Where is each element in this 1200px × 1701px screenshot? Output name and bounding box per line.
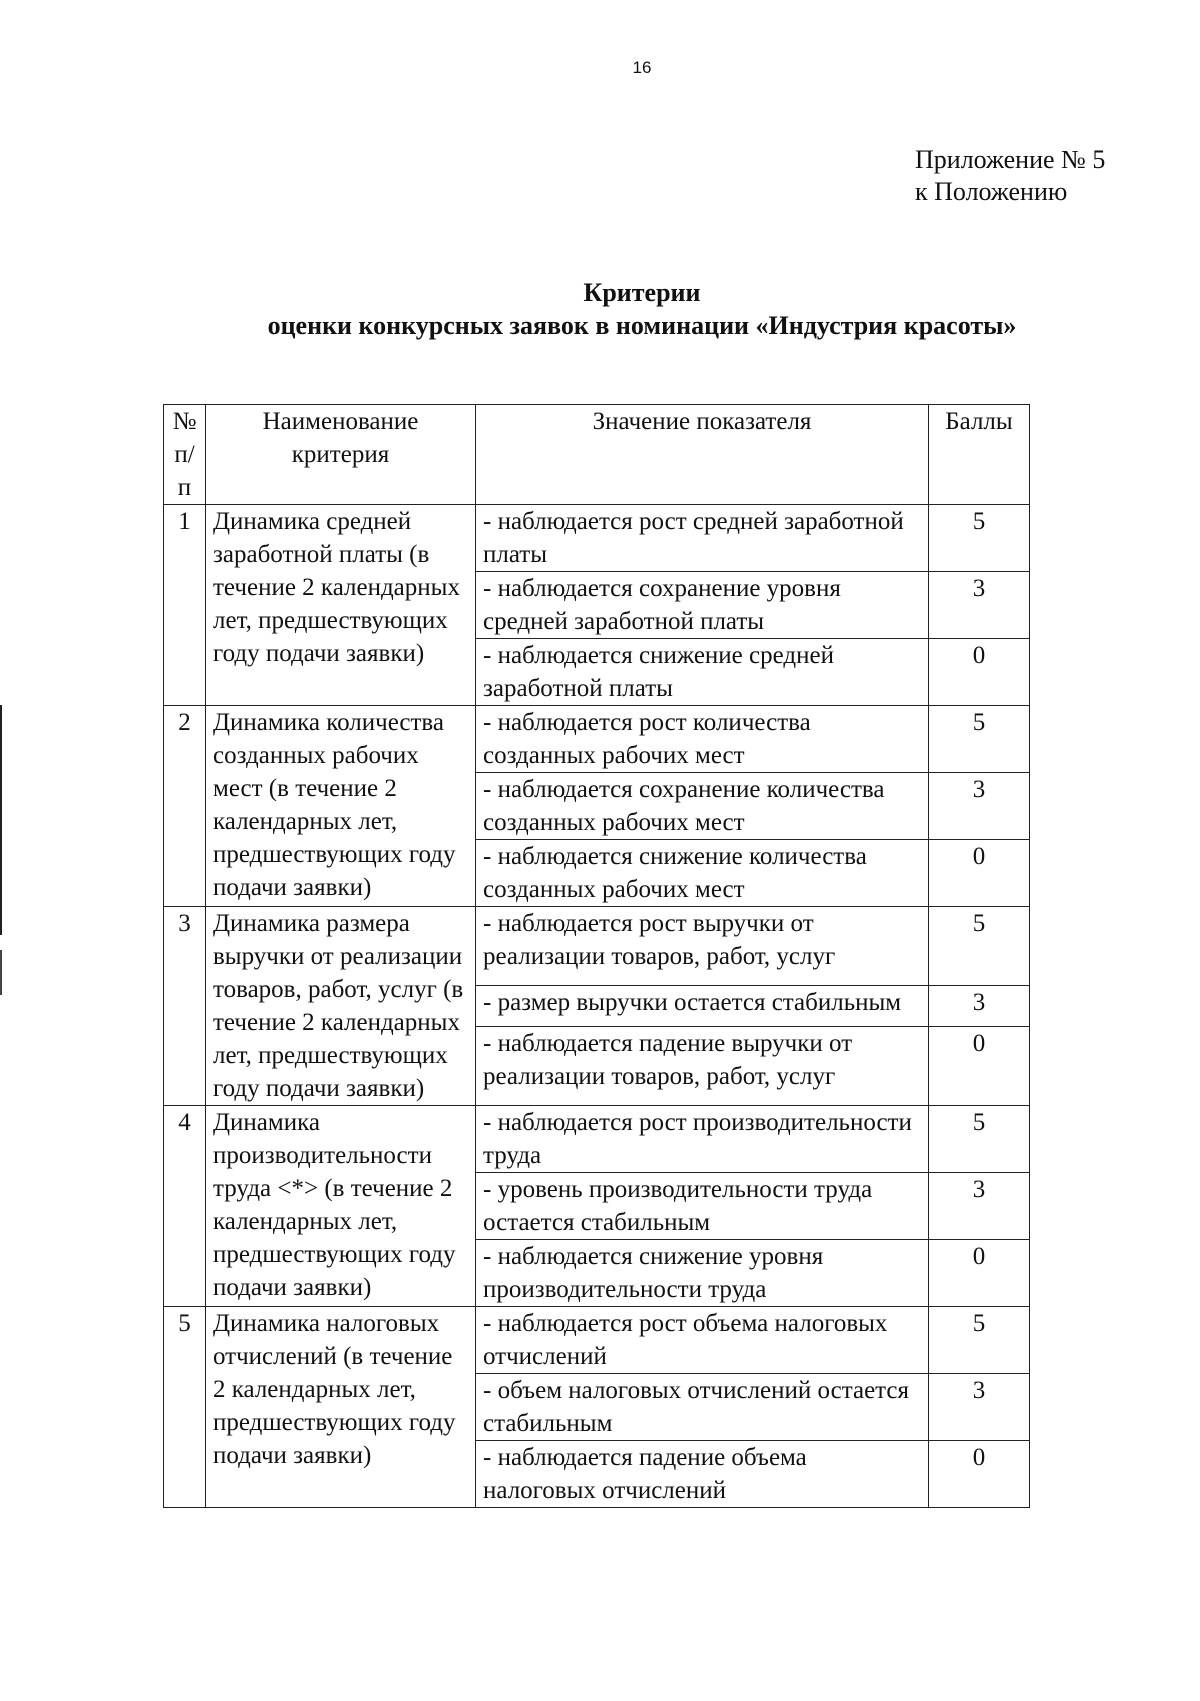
score-value: 5	[929, 907, 1030, 986]
indicator-value: - наблюдается рост выручки от реализации товаров, работ, услуг	[476, 907, 929, 986]
header-value: Значение показателя	[476, 405, 929, 505]
indicator-value: - наблюдается рост средней заработной платы	[476, 505, 929, 572]
indicator-value: - наблюдается снижение уровня производительности труда	[476, 1240, 929, 1307]
indicator-value: - наблюдается сохранение количества созданных рабочих мест	[476, 773, 929, 840]
table-header-row	[164, 405, 1030, 505]
title-line-2: оценки конкурсных заявок в номинации «Индустрия красоты»	[267, 311, 1017, 340]
scan-edge-mark	[0, 950, 2, 995]
score-value: 5	[929, 1307, 1030, 1374]
criterion-number: 4	[164, 1106, 206, 1307]
criterion-name: Динамика производительности труда <*> (в течение 2 календарных лет, предшествующих году подачи заявки)	[206, 1106, 476, 1307]
score-value: 5	[929, 1106, 1030, 1173]
score-value: 0	[929, 1441, 1030, 1508]
document-title	[0, 276, 1200, 342]
indicator-value: - наблюдается рост количества созданных рабочих мест	[476, 706, 929, 773]
score-value: 0	[929, 1240, 1030, 1307]
table-row	[164, 706, 1030, 773]
indicator-value: - наблюдается падение объема налоговых отчислений	[476, 1441, 929, 1508]
indicator-value: - наблюдается падение выручки от реализации товаров, работ, услуг	[476, 1026, 929, 1105]
score-value: 0	[929, 639, 1030, 706]
table-row	[164, 1307, 1030, 1374]
header-name: Наименование критерия	[206, 405, 476, 505]
appendix-note	[915, 144, 1105, 208]
table-row	[164, 1106, 1030, 1173]
table-row	[164, 907, 1030, 986]
score-value: 3	[929, 773, 1030, 840]
appendix-line-2: к Положению	[915, 177, 1068, 206]
indicator-value: - наблюдается рост производительности труда	[476, 1106, 929, 1173]
table-row	[164, 505, 1030, 572]
criteria-table	[163, 404, 1030, 1508]
header-num: № п/п	[164, 405, 206, 505]
table-body	[164, 505, 1030, 1508]
score-value: 3	[929, 572, 1030, 639]
score-value: 3	[929, 1374, 1030, 1441]
score-value: 0	[929, 1026, 1030, 1105]
title-line-1: Критерии	[583, 278, 701, 307]
criterion-number: 1	[164, 505, 206, 706]
page-number: 16	[632, 58, 652, 77]
score-value: 5	[929, 706, 1030, 773]
indicator-value: - уровень производительности труда остается стабильным	[476, 1173, 929, 1240]
score-value: 5	[929, 505, 1030, 572]
indicator-value: - наблюдается снижение средней заработной платы	[476, 639, 929, 706]
criterion-number: 2	[164, 706, 206, 907]
header-score: Баллы	[929, 405, 1030, 505]
indicator-value: - наблюдается рост объема налоговых отчислений	[476, 1307, 929, 1374]
criterion-name: Динамика количества созданных рабочих мест (в течение 2 календарных лет, предшествующих году подачи заявки)	[206, 706, 476, 907]
criterion-name: Динамика средней заработной платы (в течение 2 календарных лет, предшествующих году подачи заявки)	[206, 505, 476, 706]
score-value: 3	[929, 1173, 1030, 1240]
score-value: 3	[929, 986, 1030, 1026]
indicator-value: - размер выручки остается стабильным	[476, 986, 929, 1026]
score-value: 0	[929, 840, 1030, 907]
indicator-value: - наблюдается снижение количества созданных рабочих мест	[476, 840, 929, 907]
criterion-number: 3	[164, 907, 206, 1106]
criterion-name: Динамика налоговых отчислений (в течение 2 календарных лет, предшествующих году подачи заявки)	[206, 1307, 476, 1508]
indicator-value: - наблюдается сохранение уровня средней заработной платы	[476, 572, 929, 639]
criterion-number: 5	[164, 1307, 206, 1508]
indicator-value: - объем налоговых отчислений остается стабильным	[476, 1374, 929, 1441]
scan-edge-mark	[0, 705, 2, 935]
criterion-name: Динамика размера выручки от реализации товаров, работ, услуг (в течение 2 календарных лет, предшествующих году подачи заявки)	[206, 907, 476, 1106]
appendix-line-1: Приложение № 5	[915, 145, 1106, 174]
